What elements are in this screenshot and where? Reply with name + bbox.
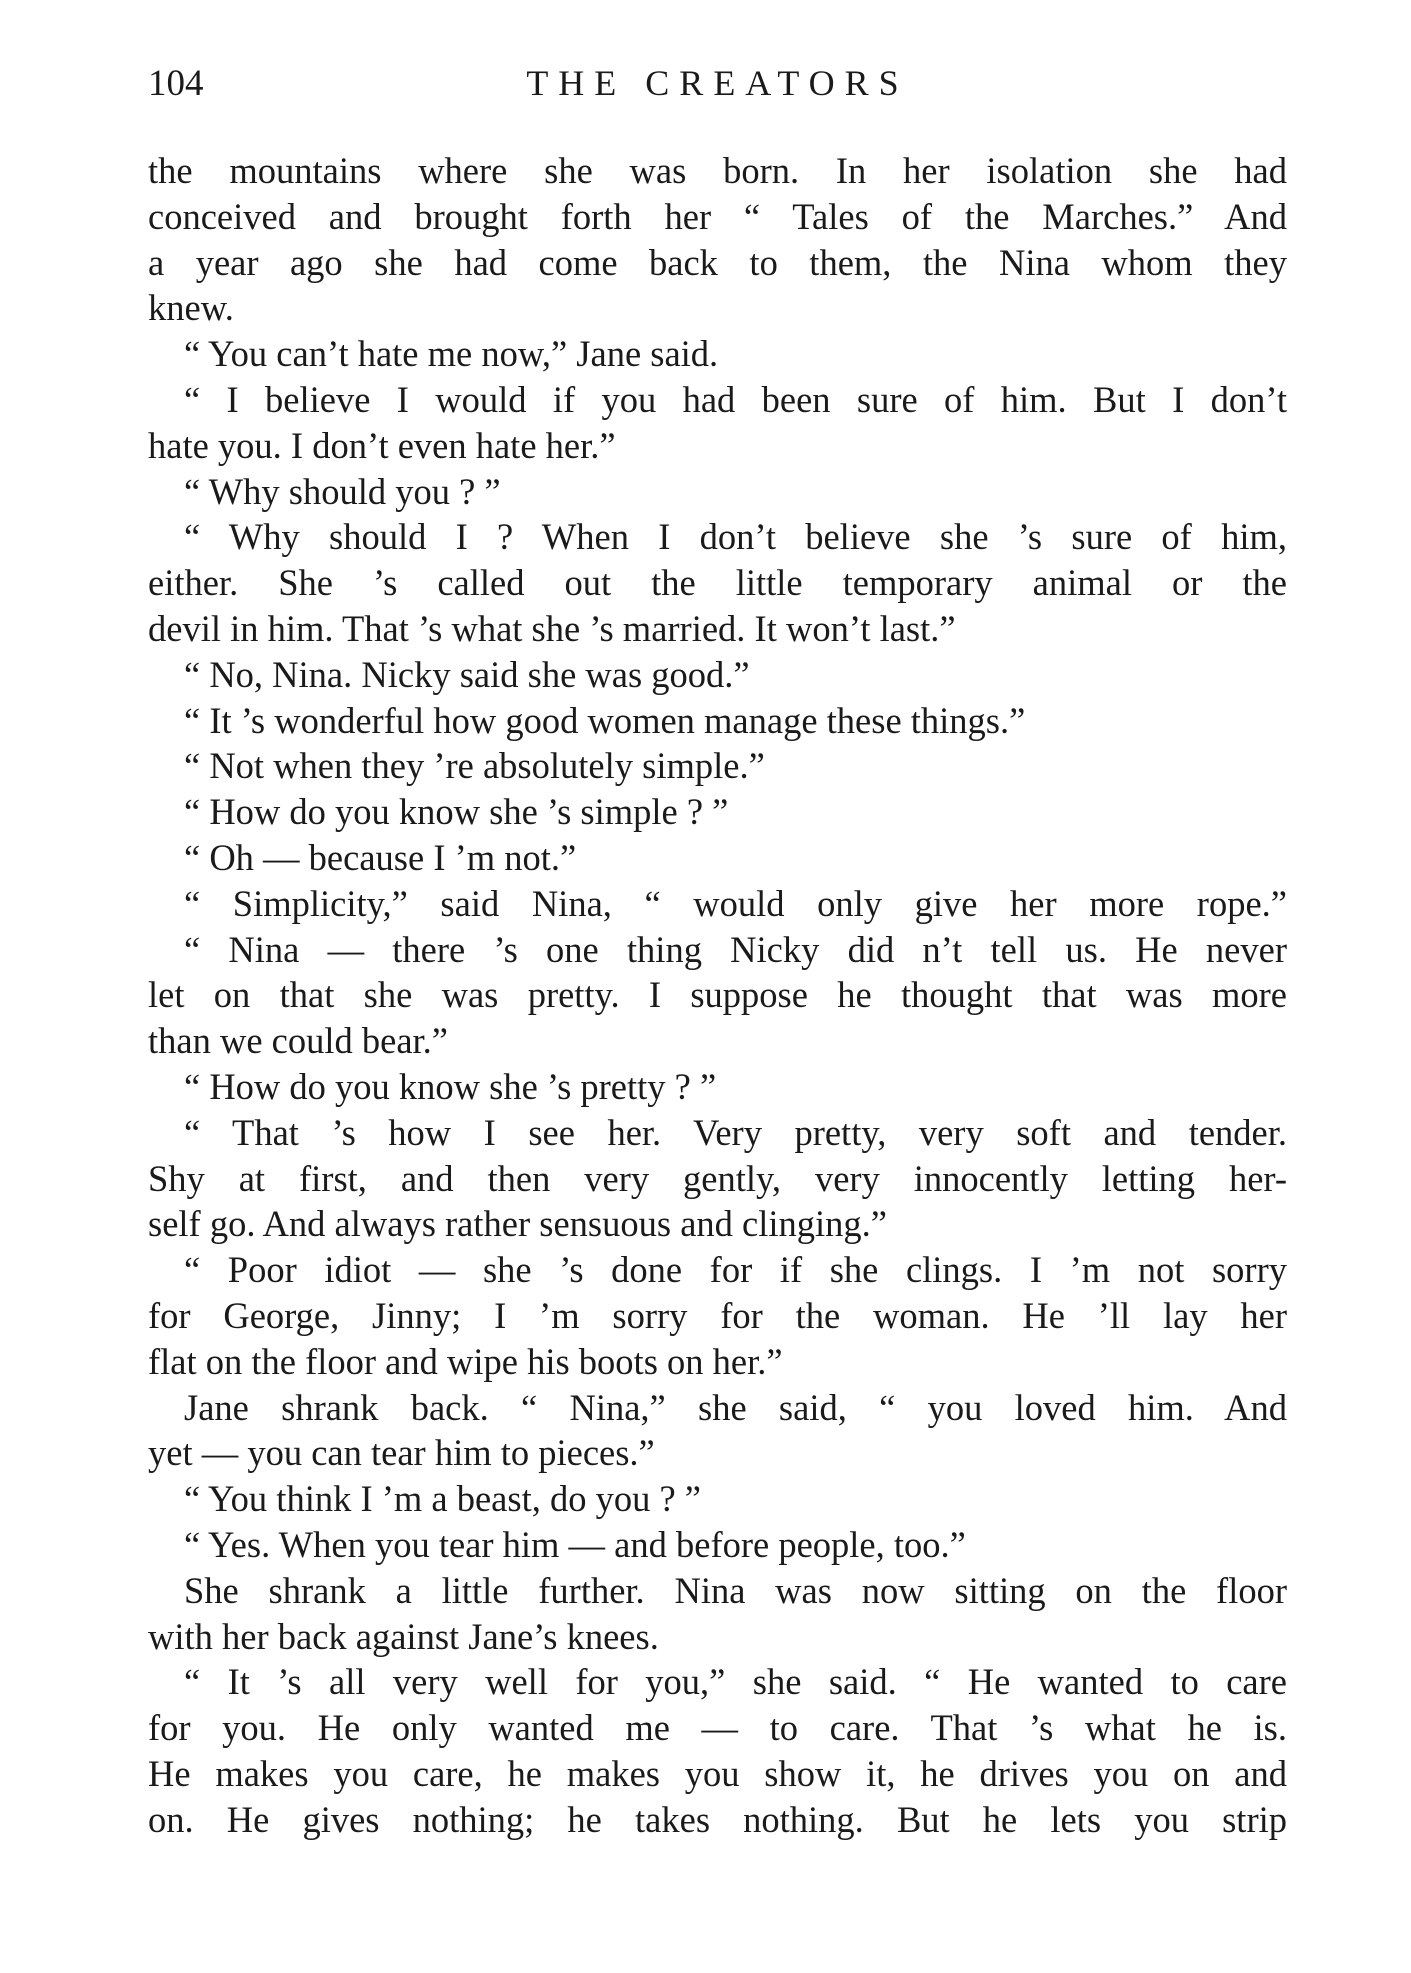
text-line: “ It ’s all very well for you,” she said. “ He wanted to care: [184, 1661, 1287, 1703]
text-line: devil in him. That ’s what she ’s married. It won’t last.”: [148, 607, 956, 649]
page-header: [148, 62, 1287, 116]
text-line: the mountains where she was born. In her isolation she had: [148, 150, 1287, 191]
text-line: “ Poor idiot — she ’s done for if she clings. I ’m not sorry: [184, 1249, 1287, 1291]
text-line: “ Why should I ? When I don’t believe she ’s sure of him,: [184, 516, 1287, 558]
text-line: conceived and brought forth her “ Tales of the Marches.” And: [148, 195, 1287, 237]
text-line: a year ago she had come back to them, the Nina whom they: [148, 241, 1287, 283]
text-line: “ Not when they ’re absolutely simple.”: [184, 745, 765, 787]
body-text: [148, 148, 1287, 1842]
text-line: self go. And always rather sensuous and clinging.”: [148, 1203, 887, 1245]
text-line: Shy at first, and then very gently, very innocently letting her-: [148, 1157, 1287, 1199]
text-line: “ Oh — because I ’m not.”: [184, 836, 577, 878]
running-head: THE CREATORS: [526, 63, 909, 103]
text-line: He makes you care, he makes you show it, he drives you on and: [148, 1752, 1287, 1794]
text-line: knew.: [148, 287, 234, 329]
text-line: “ Simplicity,” said Nina, “ would only give her more rope.”: [184, 882, 1287, 924]
text-line: “ I believe I would if you had been sure of him. But I don’t: [184, 378, 1287, 420]
page-number: 104: [148, 63, 204, 104]
text-line: than we could bear.”: [148, 1020, 448, 1062]
text-line: “ You can’t hate me now,” Jane said.: [184, 333, 719, 375]
text-line: “ How do you know she ’s pretty ? ”: [184, 1065, 717, 1107]
text-line: She shrank a little further. Nina was now sitting on the floor: [184, 1569, 1287, 1611]
text-line: let on that she was pretty. I suppose he thought that was more: [148, 974, 1287, 1016]
text-line: either. She ’s called out the little temporary animal or the: [148, 562, 1287, 604]
text-line: yet — you can tear him to pieces.”: [148, 1432, 655, 1474]
text-line: flat on the floor and wipe his boots on her.”: [148, 1340, 783, 1382]
text-line: hate you. I don’t even hate her.”: [148, 424, 616, 466]
text-line: with her back against Jane’s knees.: [148, 1615, 659, 1657]
text-line: “ No, Nina. Nicky said she was good.”: [184, 653, 750, 695]
text-line: for George, Jinny; I ’m sorry for the woman. He ’ll lay her: [148, 1294, 1287, 1336]
text-line: on. He gives nothing; he takes nothing. But he lets you strip: [148, 1798, 1287, 1840]
text-line: “ That ’s how I see her. Very pretty, very soft and tender.: [184, 1111, 1287, 1153]
text-line: “ Why should you ? ”: [184, 470, 501, 512]
text-line: “ It ’s wonderful how good women manage these things.”: [184, 699, 1026, 741]
text-line: “ You think I ’m a beast, do you ? ”: [184, 1478, 702, 1520]
text-line: Jane shrank back. “ Nina,” she said, “ you loved him. And: [184, 1386, 1287, 1428]
text-line: “ How do you know she ’s simple ? ”: [184, 791, 729, 833]
text-line: for you. He only wanted me — to care. That ’s what he is.: [148, 1707, 1287, 1749]
text-line: “ Nina — there ’s one thing Nicky did n’t tell us. He never: [184, 928, 1287, 970]
text-line: “ Yes. When you tear him — and before people, too.”: [184, 1523, 966, 1565]
